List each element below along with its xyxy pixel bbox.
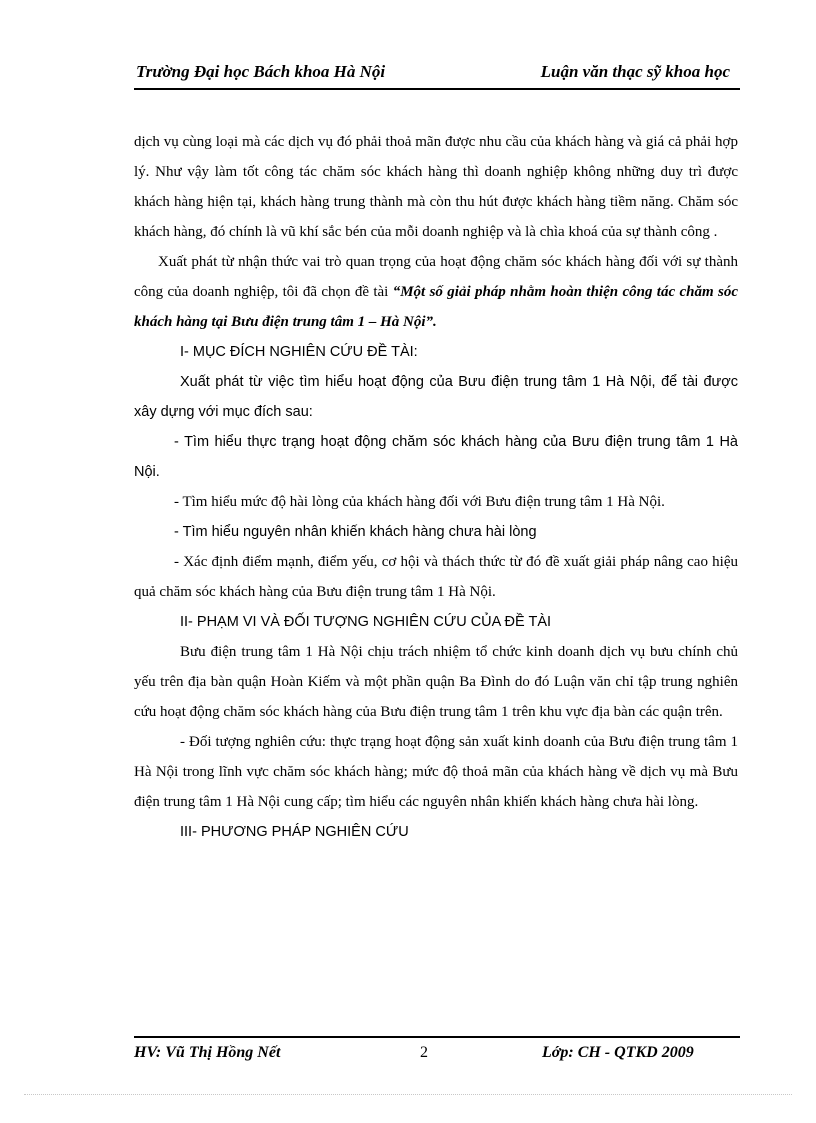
bullet-item: - Tìm hiểu nguyên nhân khiến khách hàng chưa hài lòng (174, 524, 537, 540)
paragraph-scope: Bưu điện trung tâm 1 Hà Nội chịu trách nhiệm tổ chức kinh doanh dịch vụ bưu chính chủ yếu trên địa bàn quận Hoàn Kiếm và một phần quận Ba Đình do đó Luận văn chỉ tập trung nghiên cứu hoạt động chăm sóc khách hàng của Bưu điện trung tâm 1 trên khu vực địa bàn các quận trên. (134, 644, 738, 720)
bullet-item: - Xác định điểm mạnh, điểm yếu, cơ hội và thách thức từ đó đề xuất giải pháp nâng cao hiệu quả chăm sóc khách hàng của Bưu điện trung tâm 1 Hà Nội. (134, 554, 738, 600)
bullet-item: - Tìm hiểu mức độ hài lòng của khách hàng đối với Bưu điện trung tâm 1 Hà Nội. (174, 494, 665, 510)
page-header (134, 60, 740, 90)
paragraph-topic (134, 247, 738, 337)
document-body (134, 127, 738, 847)
footer-class: Lớp: CH - QTKD 2009 (542, 1044, 694, 1061)
paragraph-purpose: Xuất phát từ việc tìm hiểu hoạt động của Bưu điện trung tâm 1 Hà Nội, để tài được xây dựng với mục đích sau: (134, 374, 738, 420)
header-thesis-type: Luận văn thạc sỹ khoa học (540, 62, 730, 81)
bullet-item: - Tìm hiểu thực trạng hoạt động chăm sóc khách hàng của Bưu điện trung tâm 1 Hà Nội. (134, 434, 738, 480)
header-university: Trường Đại học Bách khoa Hà Nội (136, 62, 386, 81)
section-heading-method: III- PHƯƠNG PHÁP NGHIÊN CỨU (180, 824, 409, 840)
page-bottom-border (24, 1094, 792, 1095)
topic-title: “Một số giải pháp nhằm hoàn thiện công tác chăm sóc khách hàng tại Bưu điện trung tâm 1 – Hà Nội”. (134, 284, 738, 330)
page-number: 2 (420, 1044, 428, 1061)
footer-divider (134, 1036, 740, 1038)
footer-student: HV: Vũ Thị Hồng Nết (134, 1044, 281, 1061)
paragraph-subject: - Đối tượng nghiên cứu: thực trạng hoạt động sản xuất kinh doanh của Bưu điện trung tâm 1 Hà Nội trong lĩnh vực chăm sóc khách hàng; mức độ thoả mãn của khách hàng về dịch vụ mà Bưu điện trung tâm 1 Hà Nội cung cấp; tìm hiểu các nguyên nhân khiến khách hàng chưa hài lòng. (134, 734, 738, 810)
section-heading-scope: II- PHẠM VI VÀ ĐỐI TƯỢNG NGHIÊN CỨU CỦA ĐỀ TÀI (180, 614, 552, 630)
section-heading-purpose: I- MỤC ĐÍCH NGHIÊN CỨU ĐỀ TÀI: (180, 344, 418, 360)
paragraph-intro: dịch vụ cùng loại mà các dịch vụ đó phải thoả mãn được nhu cầu của khách hàng và giá cả phải hợp lý. Như vậy làm tốt công tác chăm sóc khách hàng thì doanh nghiệp không những duy trì được khách hàng hiện tại, khách hàng trung thành mà còn thu hút được khách hàng tiềm năng. Chăm sóc khách hàng, đó chính là vũ khí sắc bén của mỗi doanh nghiệp và là chìa khoá của sự thành công . (134, 134, 738, 240)
topic-lead-text: Xuất phát từ nhận thức vai trò quan trọng của hoạt động chăm sóc khách hàng đối với sự thành công của doanh nghiệp, tôi đã chọn đề tài (134, 254, 738, 300)
